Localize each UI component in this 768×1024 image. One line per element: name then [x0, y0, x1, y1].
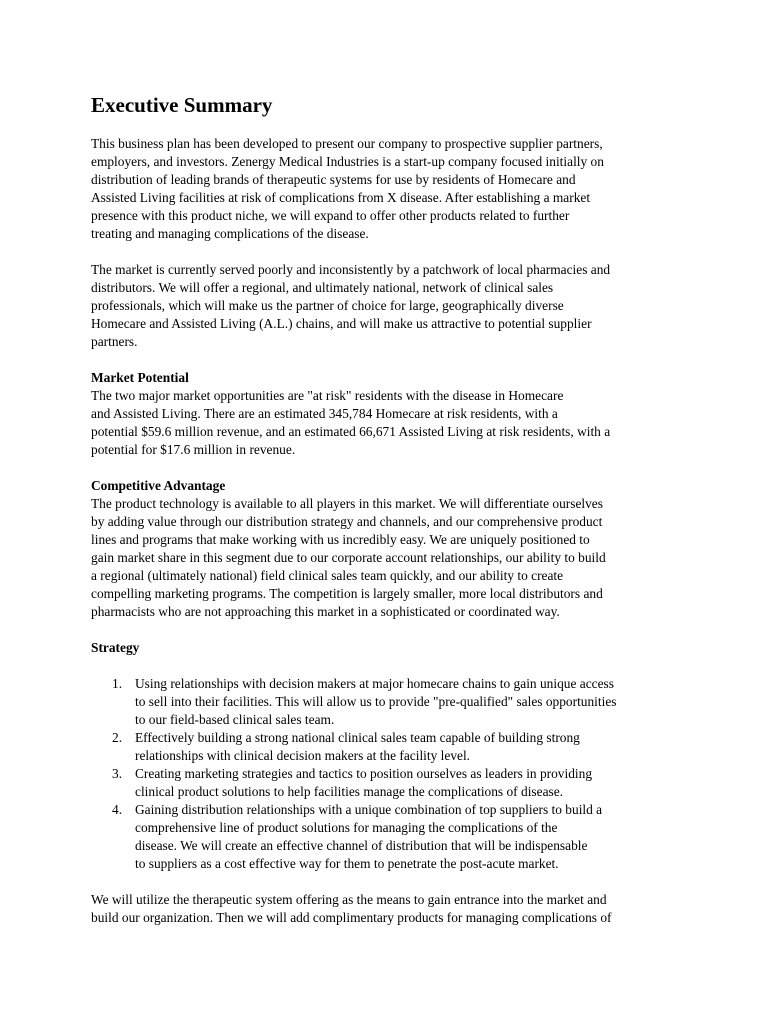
list-item	[91, 765, 687, 801]
paragraph-line: employers, and investors. Zenergy Medical Industries is a start-up company focused initially on	[91, 154, 604, 169]
list-item-line: comprehensive line of product solutions for managing the complications of the	[135, 820, 558, 835]
paragraph-line: compelling marketing programs. The competition is largely smaller, more local distributors and	[91, 586, 603, 601]
paragraph-line: pharmacists who are not approaching this market in a sophisticated or coordinated way.	[91, 604, 560, 619]
competitive-advantage-section	[91, 477, 687, 621]
paragraph-line: treating and managing complications of the disease.	[91, 226, 369, 241]
market-potential-section	[91, 369, 687, 459]
paragraph-line: by adding value through our distribution strategy and channels, and our comprehensive product	[91, 514, 603, 529]
paragraph-line: The market is currently served poorly and inconsistently by a patchwork of local pharmacies and	[91, 262, 611, 277]
paragraph-line: and Assisted Living. There are an estimated 345,784 Homecare at risk residents, with a	[91, 406, 558, 421]
list-item-number: 3.	[112, 766, 123, 781]
list-item-number: 2.	[112, 730, 123, 745]
list-item-number: 1.	[112, 676, 123, 691]
paragraph-line: Homecare and Assisted Living (A.L.) chains, and will make us attractive to potential supplier	[91, 316, 592, 331]
list-item-number: 4.	[112, 802, 123, 817]
list-item-line: relationships with clinical decision makers at the facility level.	[135, 748, 471, 763]
section-heading-strategy: Strategy	[91, 640, 140, 655]
list-item-line: Effectively building a strong national clinical sales team capable of building strong	[135, 730, 580, 745]
paragraph-line: potential $59.6 million revenue, and an estimated 66,671 Assisted Living at risk residents, with a	[91, 424, 611, 439]
list-item-line: to our field-based clinical sales team.	[135, 712, 335, 727]
intro-paragraph	[91, 135, 687, 243]
page-title: Executive Summary	[91, 93, 273, 117]
section-heading-market-potential: Market Potential	[91, 370, 189, 385]
section-heading-competitive-advantage: Competitive Advantage	[91, 478, 226, 493]
paragraph-line: The two major market opportunities are "at risk" residents with the disease in Homecare	[91, 388, 564, 403]
list-item	[91, 801, 687, 873]
list-item-line: Gaining distribution relationships with a unique combination of top suppliers to build a	[135, 802, 603, 817]
paragraph-line: This business plan has been developed to present our company to prospective supplier partners,	[91, 136, 603, 151]
list-item	[91, 675, 687, 729]
list-item-line: clinical product solutions to help facilities manage the complications of disease.	[135, 784, 564, 799]
paragraph-line: Assisted Living facilities at risk of complications from X disease. After establishing a market	[91, 190, 591, 205]
paragraph-line: distribution of leading brands of therapeutic systems for use by residents of Homecare and	[91, 172, 576, 187]
list-item-line: Using relationships with decision makers at major homecare chains to gain unique access	[135, 676, 614, 691]
strategy-list	[91, 675, 687, 873]
paragraph-line: lines and programs that make working with us incredibly easy. We are uniquely positioned to	[91, 532, 590, 547]
list-item-line: to suppliers as a cost effective way for them to penetrate the post-acute market.	[135, 856, 559, 871]
paragraph-line: We will utilize the therapeutic system offering as the means to gain entrance into the market and	[91, 892, 607, 907]
paragraph-line: professionals, which will make us the partner of choice for large, geographically diverse	[91, 298, 564, 313]
paragraph-line: a regional (ultimately national) field clinical sales team quickly, and our ability to create	[91, 568, 564, 583]
paragraph-line: potential for $17.6 million in revenue.	[91, 442, 296, 457]
list-item-line: Creating marketing strategies and tactics to position ourselves as leaders in providing	[135, 766, 593, 781]
paragraph-line: presence with this product niche, we will expand to offer other products related to further	[91, 208, 570, 223]
closing-paragraph	[91, 891, 687, 927]
paragraph-line: partners.	[91, 334, 138, 349]
paragraph-line: build our organization. Then we will add complimentary products for managing complications of	[91, 910, 612, 925]
market-paragraph	[91, 261, 687, 351]
list-item-line: disease. We will create an effective channel of distribution that will be indispensable	[135, 838, 588, 853]
paragraph-line: gain market share in this segment due to our corporate account relationships, our ability to build	[91, 550, 606, 565]
list-item-line: to sell into their facilities. This will allow us to provide "pre-qualified" sales opportunities	[135, 694, 617, 709]
paragraph-line: distributors. We will offer a regional, and ultimately national, network of clinical sales	[91, 280, 554, 295]
paragraph-line: The product technology is available to all players in this market. We will differentiate ourselves	[91, 496, 603, 511]
list-item	[91, 729, 687, 765]
document-page	[91, 92, 687, 945]
